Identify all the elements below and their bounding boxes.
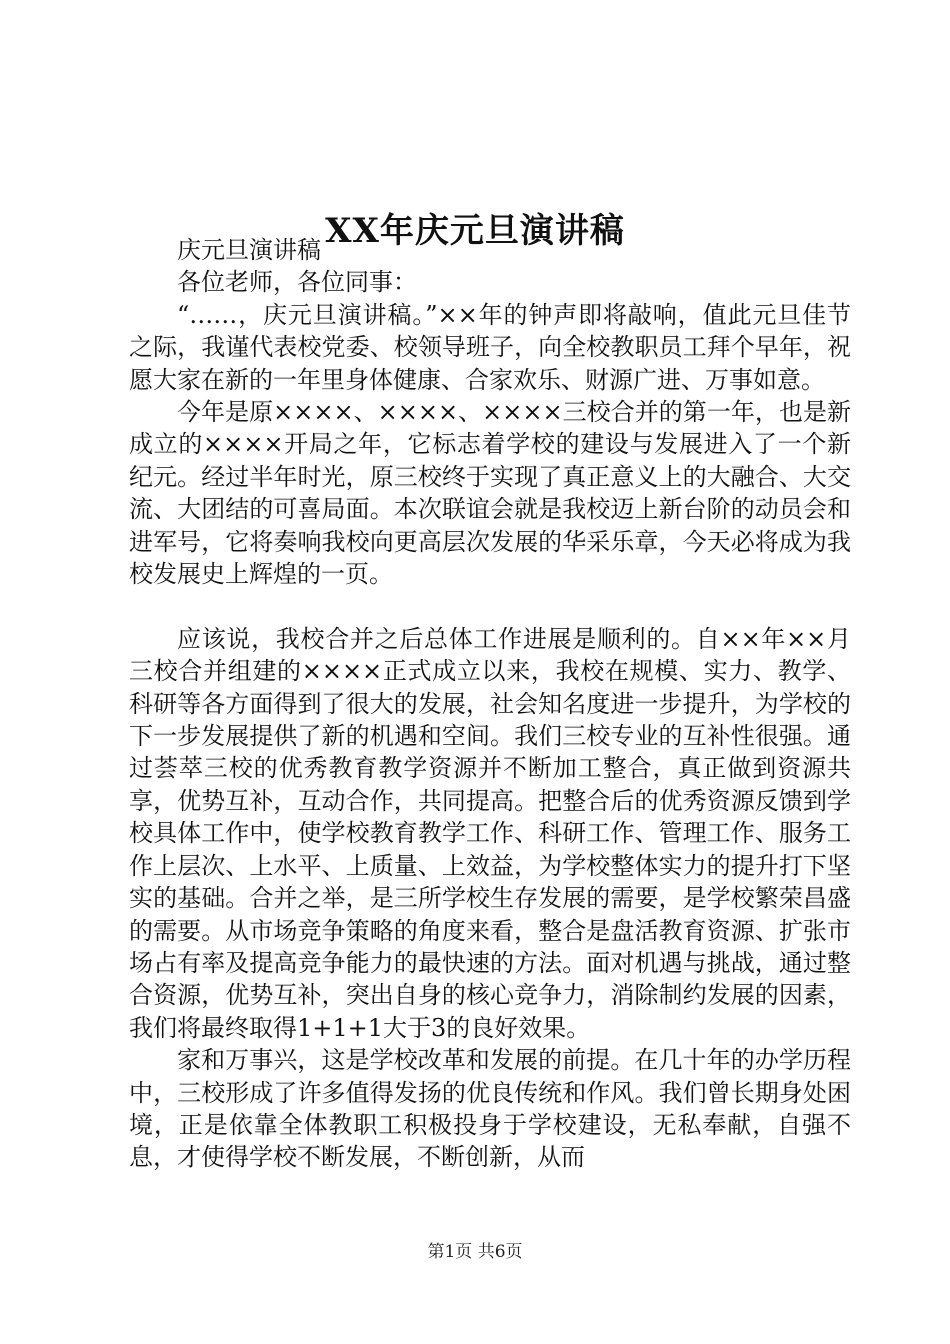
paragraph-salutation: 各位老师，各位同事： (177, 268, 417, 297)
paragraph-greeting: “……，庆元旦演讲稿。”××年的钟声即将敲响，值此元旦佳节之际，我谨代表校党委、校领导班子，向全校教职员工拜个早年，祝愿大家在新的一年里身体健康、合家欢乐、财源广进、万事如意。 (129, 300, 851, 394)
paragraph-harmony: 家和万事兴，这是学校改革和发展的前提。在几十年的办学历程中，三校形成了许多值得发扬的优良传统和作风。我们曾长期身处困境，正是依靠全体教职工积极投身于学校建设，无私奉献，自强不息，才使得学校不断发展，不断创新，从而 (129, 1046, 851, 1172)
paragraph-progress: 应该说，我校合并之后总体工作进展是顺利的。自××年××月三校合并组建的××××正式成立以来，我校在规模、实力、教学、科研等各方面得到了很大的发展，社会知名度进一步提升，为学校的下一步发展提供了新的机遇和空间。我们三校专业的互补性很强。通过荟萃三校的优秀教育教学资源并不断加工整合，真正做到资源共享，优势互补，互动合作，共同提高。把整合后的优秀资源反馈到学校具体工作中，使学校教育教学工作、科研工作、管理工作、服务工作上层次、上水平、上质量、上效益，为学校整体实力的提升打下坚实的基础。合并之举，是三所学校生存发展的需要，是学校繁荣昌盛的需要。从市场竞争策略的角度来看，整合是盘活教育资源、扩张市场占有率及提高竞争能力的最快速的方法。面对机遇与挑战，通过整合资源，优势互补，突出自身的核心竞争力，消除制约发展的因素，我们将最终取得1+1+1大于3的良好效果。 (129, 624, 851, 1042)
paragraph-heading: 庆元旦演讲稿 (177, 236, 321, 264)
document-body (129, 234, 851, 1174)
page-number: 第1页 共6页 (427, 1242, 523, 1262)
paragraph-merger: 今年是原××××、××××、××××三校合并的第一年，也是新成立的××××开局之年，它标志着学校的建设与发展进入了一个新纪元。经过半年时光，原三校终于实现了真正意义上的大融合、大交流、大团结的可喜局面。本次联谊会就是我校迈上新台阶的动员会和进军号，它将奏响我校向更高层次发展的华采乐章，今天必将成为我校发展史上辉煌的一页。 (129, 398, 851, 589)
document-title: XX年庆元旦演讲稿 (325, 210, 625, 251)
